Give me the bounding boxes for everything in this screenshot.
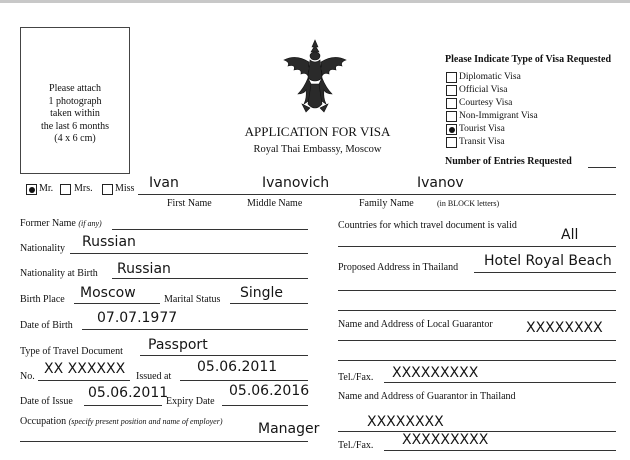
photo-line: (4 x 6 cm)	[54, 133, 96, 144]
doc-type-label: Type of Travel Document	[20, 346, 123, 357]
expiry-date-label: Expiry Date	[166, 396, 215, 407]
birth-place-line	[74, 303, 160, 304]
checkbox-tourist-visa[interactable]	[446, 124, 457, 135]
block-letters-note: (in BLOCK letters)	[437, 199, 500, 208]
date-issue-label: Date of Issue	[20, 396, 73, 407]
dob-label: Date of Birth	[20, 320, 73, 331]
doc-no-value[interactable]: XX XXXXXX	[44, 361, 126, 377]
local-guarantor-line-2[interactable]	[338, 360, 616, 361]
checkbox-official-visa[interactable]	[446, 85, 457, 96]
doc-type-value[interactable]: Passport	[148, 337, 208, 353]
photo-line: taken within	[50, 108, 100, 119]
entries-input-line[interactable]	[588, 167, 616, 168]
expiry-date-line	[222, 405, 308, 406]
doc-type-line	[140, 355, 308, 356]
visa-type-heading: Please Indicate Type of Visa Requested	[445, 54, 612, 65]
occupation-value[interactable]: Manager	[258, 421, 320, 437]
label-transit-visa: Transit Visa	[459, 137, 505, 147]
garuda-emblem-icon	[280, 38, 350, 116]
countries-line	[338, 246, 616, 247]
form-subtitle: Royal Thai Embassy, Moscow	[253, 144, 382, 155]
label-courtesy-visa: Courtesy Visa	[459, 98, 513, 108]
middle-name-value[interactable]: Ivanovich	[262, 175, 330, 191]
local-guarantor-label: Name and Address of Local Guarantor	[338, 319, 493, 330]
label-official-visa: Official Visa	[459, 85, 508, 95]
label-miss: Miss	[115, 183, 135, 194]
nationality-value[interactable]: Russian	[82, 234, 136, 250]
radio-miss[interactable]	[102, 184, 113, 195]
former-name-line[interactable]	[112, 229, 308, 230]
expiry-date-value[interactable]: 05.06.2016	[229, 383, 310, 399]
marital-status-label: Marital Status	[164, 294, 221, 305]
tel1-line	[384, 382, 616, 383]
dob-line	[82, 329, 308, 330]
doc-no-line	[38, 380, 130, 381]
address-value[interactable]: Hotel Royal Beach	[484, 253, 612, 269]
checkbox-transit-visa[interactable]	[446, 137, 457, 148]
label-mr: Mr.	[39, 183, 54, 194]
date-issue-value[interactable]: 05.06.2011	[88, 385, 169, 401]
address-line-2[interactable]	[338, 290, 616, 291]
photo-box	[20, 27, 130, 174]
countries-value[interactable]: All	[561, 227, 579, 243]
checkbox-diplomatic-visa[interactable]	[446, 72, 457, 83]
nationality-birth-value[interactable]: Russian	[117, 261, 171, 277]
tel1-value[interactable]: XXXXXXXXX	[392, 365, 479, 381]
tel1-label: Tel./Fax.	[338, 372, 374, 383]
first-name-label: First Name	[167, 198, 212, 209]
photo-line: 1 photograph	[48, 95, 102, 107]
marital-status-value[interactable]: Single	[240, 285, 284, 301]
middle-name-label: Middle Name	[247, 198, 303, 209]
tel2-line	[384, 450, 616, 451]
family-name-label: Family Name	[359, 198, 414, 209]
nationality-birth-line	[112, 278, 308, 279]
family-name-value[interactable]: Ivanov	[417, 175, 464, 191]
photo-line: Please attach	[49, 83, 101, 94]
birth-place-value[interactable]: Moscow	[80, 285, 136, 301]
nationality-line	[70, 253, 308, 254]
marital-status-line	[230, 303, 308, 304]
issued-at-line	[180, 380, 308, 381]
local-guarantor-line	[338, 340, 616, 341]
label-diplomatic-visa: Diplomatic Visa	[459, 72, 521, 82]
photo-line: the last 6 months	[40, 120, 110, 132]
photo-instructions	[21, 83, 129, 146]
label-mrs: Mrs.	[74, 183, 93, 194]
tel2-label: Tel./Fax.	[338, 440, 374, 451]
name-input-line	[138, 194, 616, 195]
label-non-immigrant-visa: Non-Immigrant Visa	[459, 111, 538, 121]
top-border	[0, 0, 630, 3]
former-name-label: Former Name (if any)	[20, 218, 102, 229]
entries-label: Number of Entries Requested	[445, 156, 572, 167]
address-label: Proposed Address in Thailand	[338, 262, 459, 273]
birth-place-label: Birth Place	[20, 294, 65, 305]
thai-guarantor-value[interactable]: XXXXXXXX	[367, 414, 444, 430]
first-name-value[interactable]: Ivan	[149, 175, 179, 191]
thai-guarantor-label: Name and Address of Guarantor in Thailand	[338, 391, 516, 402]
tel2-value[interactable]: XXXXXXXXX	[402, 432, 489, 448]
address-line-3[interactable]	[338, 310, 616, 311]
date-issue-line	[84, 405, 162, 406]
nationality-birth-label: Nationality at Birth	[20, 268, 98, 279]
occupation-label: Occupation (specify present position and name of employer)	[20, 416, 223, 427]
local-guarantor-value[interactable]: XXXXXXXX	[526, 320, 603, 336]
label-tourist-visa: Tourist Visa	[459, 124, 505, 134]
occupation-line	[20, 441, 308, 442]
checkbox-non-immigrant-visa[interactable]	[446, 111, 457, 122]
nationality-label: Nationality	[20, 243, 65, 254]
address-line	[474, 272, 616, 273]
dob-value[interactable]: 07.07.1977	[97, 310, 178, 326]
issued-at-label: Issued at	[136, 371, 172, 382]
radio-mr[interactable]	[26, 184, 37, 195]
form-title: APPLICATION FOR VISA	[244, 124, 391, 139]
issued-at-value[interactable]: 05.06.2011	[197, 359, 278, 375]
checkbox-courtesy-visa[interactable]	[446, 98, 457, 109]
radio-mrs[interactable]	[60, 184, 71, 195]
countries-label: Countries for which travel document is valid	[338, 220, 517, 231]
doc-no-label: No.	[20, 371, 35, 382]
